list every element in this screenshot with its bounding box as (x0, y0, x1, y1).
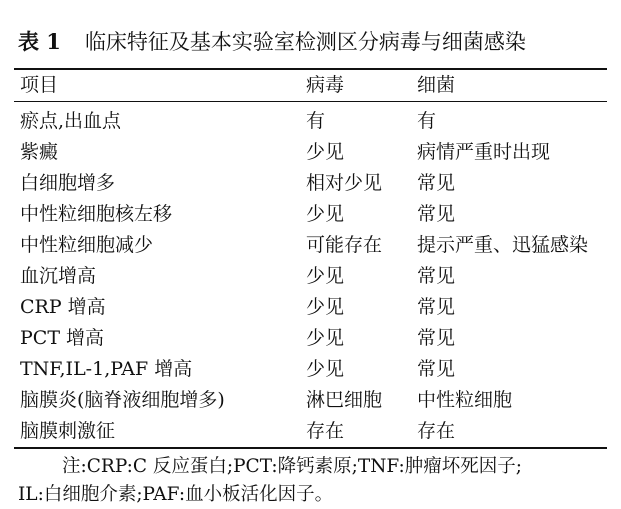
row-item: TNF,IL-1,PAF 增高 (20, 358, 193, 380)
row-virus: 少见 (306, 203, 345, 225)
table-header-rule (14, 101, 607, 102)
row-bacteria: 常见 (417, 327, 456, 349)
table-note-line-2: IL:白细胞介素;PAF:血小板活化因子。 (18, 484, 334, 505)
row-virus: 有 (306, 110, 326, 132)
table-row (0, 323, 621, 354)
table-number: 表 1 (18, 29, 61, 54)
row-bacteria: 常见 (417, 296, 456, 318)
row-virus: 少见 (306, 296, 345, 318)
row-item: 血沉增高 (20, 265, 97, 287)
table-title: 临床特征及基本实验室检测区分病毒与细菌感染 (84, 30, 526, 54)
row-bacteria: 常见 (417, 358, 456, 380)
table-caption (18, 22, 526, 62)
row-bacteria: 常见 (417, 172, 456, 194)
table-header-row (0, 70, 621, 101)
table-row (0, 261, 621, 292)
row-bacteria: 常见 (417, 265, 456, 287)
table-row (0, 385, 621, 416)
row-item: 脑膜炎(脑脊液细胞增多) (20, 389, 225, 411)
table-row (0, 106, 621, 137)
row-virus: 少见 (306, 265, 345, 287)
table-row (0, 354, 621, 385)
row-item: 脑膜刺激征 (20, 420, 116, 442)
table-row (0, 168, 621, 199)
header-bacteria: 细菌 (417, 74, 456, 96)
row-virus: 存在 (306, 420, 345, 442)
row-virus: 少见 (306, 358, 345, 380)
row-bacteria: 存在 (417, 420, 456, 442)
row-virus: 少见 (306, 327, 345, 349)
table-row (0, 230, 621, 261)
table-row (0, 137, 621, 168)
row-virus: 可能存在 (306, 234, 383, 256)
row-item: 白细胞增多 (20, 172, 116, 194)
table-row (0, 416, 621, 447)
table-row (0, 199, 621, 230)
row-virus: 淋巴细胞 (306, 389, 383, 411)
table-note-line-1: 注:CRP:C 反应蛋白;PCT:降钙素原;TNF:肿瘤坏死因子; (62, 456, 523, 477)
row-bacteria: 有 (417, 110, 437, 132)
row-bacteria: 中性粒细胞 (417, 389, 513, 411)
row-virus: 少见 (306, 141, 345, 163)
row-item: 中性粒细胞减少 (20, 234, 154, 256)
table-row (0, 292, 621, 323)
row-item: CRP 增高 (20, 296, 106, 318)
table-bottom-rule (14, 447, 607, 449)
row-item: 紫癜 (20, 141, 59, 163)
header-virus: 病毒 (306, 74, 345, 96)
row-bacteria: 病情严重时出现 (417, 141, 551, 163)
row-item: 瘀点,出血点 (20, 110, 122, 132)
row-item: PCT 增高 (20, 327, 105, 349)
row-item: 中性粒细胞核左移 (20, 203, 173, 225)
row-bacteria: 常见 (417, 203, 456, 225)
row-bacteria: 提示严重、迅猛感染 (417, 234, 589, 256)
header-item: 项目 (20, 74, 59, 96)
row-virus: 相对少见 (306, 172, 383, 194)
